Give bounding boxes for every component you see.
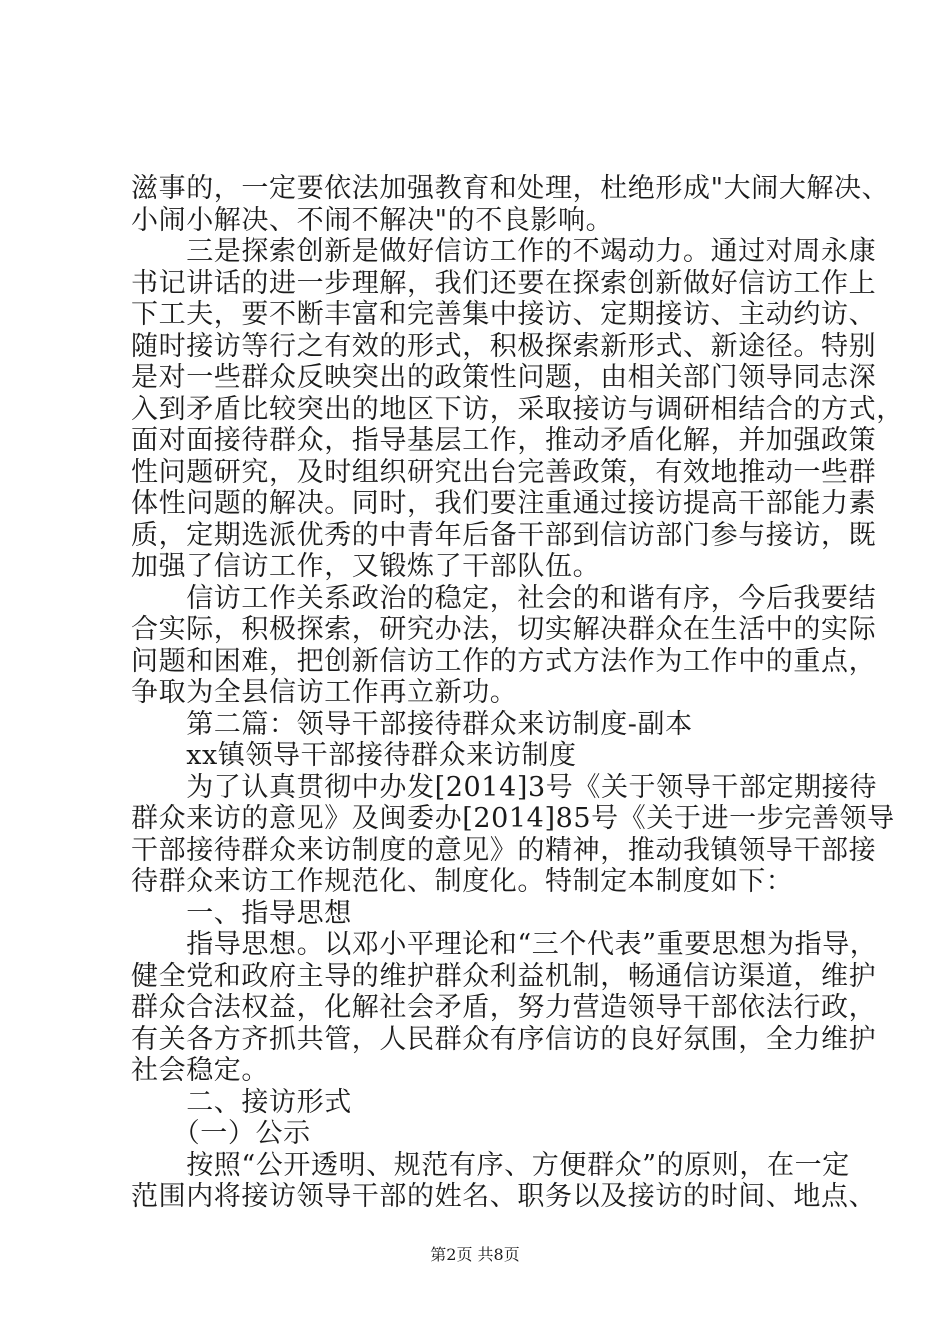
text-line: 质，定期选派优秀的中青年后备干部到信访部门参与接访，既 (131, 519, 877, 551)
page-footer (0, 1245, 950, 1265)
page-number-label: 第2页 共8页 (430, 1245, 520, 1264)
text-line: 三是探索创新是做好信访工作的不竭动力。通过对周永康 (131, 236, 877, 267)
text-line: 问题和困难，把创新信访工作的方式方法作为工作中的重点， (131, 645, 877, 677)
section-heading: 一、指导思想 (131, 897, 352, 929)
text-line: 争取为全县信访工作再立新功。 (131, 677, 518, 708)
text-line: 指导思想。以邓小平理论和“三个代表”重要思想为指导， (131, 929, 878, 960)
text-line: 随时接访等行之有效的形式，积极探索新形式、新途径。特别 (131, 330, 877, 362)
text-line: 性问题研究，及时组织研究出台完善政策，有效地推动一些群 (131, 456, 877, 488)
text-line: 入到矛盾比较突出的地区下访，采取接访与调研相结合的方式， (131, 393, 904, 425)
text-line: 书记讲话的进一步理解，我们还要在探索创新做好信访工作上 (131, 267, 877, 299)
document-title: xx镇领导干部接待群众来访制度 (131, 740, 577, 771)
text-line: 干部接待群众来访制度的意见》的精神，推动我镇领导干部接 (131, 834, 877, 866)
text-line: 群众合法权益，化解社会矛盾，努力营造领导干部依法行政， (131, 992, 877, 1023)
text-line: 社会稳定。 (131, 1055, 269, 1086)
text-line: 有关各方齐抓共管，人民群众有序信访的良好氛围，全力维护 (131, 1023, 877, 1055)
text-line: 面对面接待群众，指导基层工作，推动矛盾化解，并加强政策 (131, 425, 877, 456)
text-line: 按照“公开透明、规范有序、方便群众”的原则，在一定 (131, 1149, 850, 1181)
text-line: 健全党和政府主导的维护群众利益机制，畅通信访渠道，维护 (131, 960, 877, 992)
text-line: 加强了信访工作，又锻炼了干部队伍。 (131, 551, 601, 582)
text-line: 下工夫，要不断丰富和完善集中接访、定期接访、主动约访、 (131, 299, 877, 330)
section-heading: 二、接访形式 (131, 1086, 352, 1118)
section-heading: 第二篇：领导干部接待群众来访制度-副本 (131, 708, 693, 740)
text-line: 范围内将接访领导干部的姓名、职务以及接访的时间、地点、 (131, 1181, 877, 1212)
text-line: 滋事的，一定要依法加强教育和处理，杜绝形成"大闹大解决、 (131, 173, 890, 204)
text-line: 体性问题的解决。同时，我们要注重通过接访提高干部能力素 (131, 488, 877, 519)
subsection-heading: （一）公示 (131, 1118, 311, 1149)
text-line: 是对一些群众反映突出的政策性问题，由相关部门领导同志深 (131, 362, 877, 393)
text-line: 小闹小解决、不闹不解决"的不良影响。 (131, 204, 614, 236)
text-line: 合实际，积极探索，研究办法，切实解决群众在生活中的实际 (131, 614, 877, 645)
text-line: 为了认真贯彻中办发[2014]3号《关于领导干部定期接待 (131, 771, 877, 803)
text-line: 群众来访的意见》及闽委办[2014]85号《关于进一步完善领导 (131, 803, 895, 834)
text-line: 待群众来访工作规范化、制度化。特制定本制度如下： (131, 866, 794, 897)
text-line: 信访工作关系政治的稳定，社会的和谐有序，今后我要结 (131, 582, 877, 614)
